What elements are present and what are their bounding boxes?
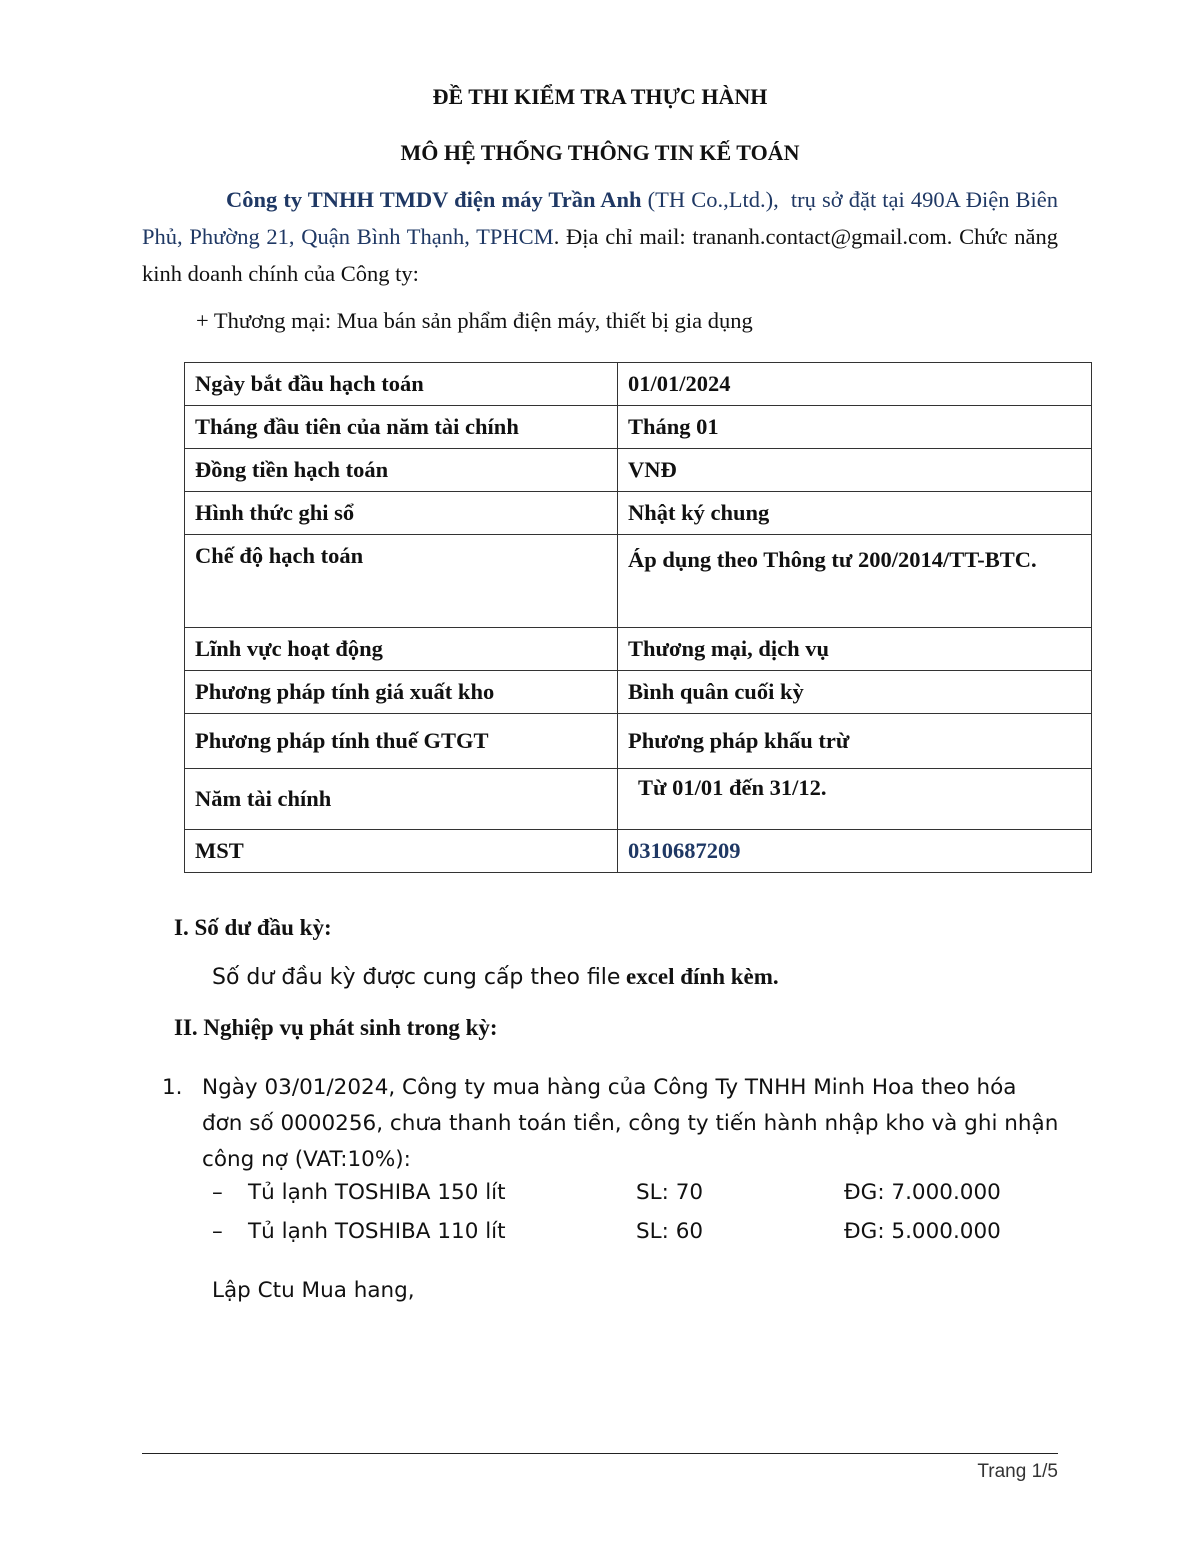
table-row <box>185 363 1092 406</box>
section-heading-opening-balance: I. Số dư đầu kỳ: <box>174 915 332 940</box>
table-value: Bình quân cuối kỳ <box>618 671 1092 714</box>
company-name: Công ty TNHH TMDV điện máy Trần Anh <box>226 187 642 212</box>
table-value: Phương pháp khấu trừ <box>618 714 1092 769</box>
table-value: Thương mại, dịch vụ <box>618 628 1092 671</box>
document-title: ĐỀ THI KIỂM TRA THỰC HÀNH <box>432 84 768 109</box>
table-key: MST <box>185 830 618 873</box>
table-row <box>185 671 1092 714</box>
company-email: trananh.contact@gmail.com. <box>692 224 953 249</box>
table-key: Đồng tiền hạch toán <box>185 449 618 492</box>
opening-balance-prefix: Số dư đầu kỳ được cung cấp theo file <box>212 965 621 990</box>
table-key: Năm tài chính <box>185 769 618 830</box>
table-value: Tháng 01 <box>618 406 1092 449</box>
table-row <box>185 769 1092 830</box>
item-name: Tủ lạnh TOSHIBA 110 lít <box>248 1219 506 1244</box>
table-value: Nhật ký chung <box>618 492 1092 535</box>
table-key: Phương pháp tính thuế GTGT <box>185 714 618 769</box>
opening-balance-suffix: excel đính kèm. <box>625 964 779 989</box>
item-price: ĐG: 7.000.000 <box>844 1180 1001 1205</box>
table-value: Từ 01/01 đến 31/12. <box>618 769 1092 830</box>
task-item <box>162 1070 1062 1178</box>
company-short-name: (TH Co.,Ltd.), <box>647 187 779 212</box>
page-number: Trang 1/5 <box>977 1461 1058 1482</box>
company-intro-paragraph: Công ty TNHH TMDV điện máy Trần Anh (TH Co.,Ltd.), trụ sở đặt tại 490A Điện Biên Phủ, Phường 21, Quận Bình Thạnh, TPHCM. Địa chỉ mail: trananh.contact@gmail.com. Chức năng kinh doanh chính của Công ty: <box>142 187 1059 286</box>
table-key: Chế độ hạch toán <box>185 535 618 628</box>
business-label: Chức năng kinh doanh chính của Công ty: <box>142 224 1059 286</box>
trade-label: + Thương mại: <box>196 308 332 333</box>
table-key: Hình thức ghi sổ <box>185 492 618 535</box>
table-row <box>185 830 1092 873</box>
accounting-info-table <box>184 362 1092 873</box>
section-heading-transactions: II. Nghiệp vụ phát sinh trong kỳ: <box>174 1015 498 1040</box>
table-row <box>185 628 1092 671</box>
trade-bullet <box>196 308 753 334</box>
dash-bullet: – <box>212 1180 223 1205</box>
table-row <box>185 535 1092 628</box>
opening-balance-text <box>212 964 779 990</box>
item-price: ĐG: 5.000.000 <box>844 1219 1001 1244</box>
table-value: Áp dụng theo Thông tư 200/2014/TT-BTC. <box>618 535 1092 628</box>
hq-label: trụ sở đặt tại <box>790 187 905 212</box>
table-key: Lĩnh vực hoạt động <box>185 628 618 671</box>
table-row <box>185 449 1092 492</box>
table-row <box>185 406 1092 449</box>
table-key: Ngày bắt đầu hạch toán <box>185 363 618 406</box>
item-name: Tủ lạnh TOSHIBA 150 lít <box>248 1180 506 1205</box>
table-row <box>185 492 1092 535</box>
email-label: Địa chỉ mail: <box>566 224 686 249</box>
table-row <box>185 714 1092 769</box>
task-number: 1. <box>162 1075 183 1100</box>
dash-bullet: – <box>212 1219 223 1244</box>
item-quantity: SL: 60 <box>636 1219 704 1244</box>
table-value: 0310687209 <box>618 830 1092 873</box>
table-key: Phương pháp tính giá xuất kho <box>185 671 618 714</box>
task-note: Lập Ctu Mua hang, <box>212 1278 415 1303</box>
footer-divider <box>142 1453 1058 1454</box>
trade-text: Mua bán sản phẩm điện máy, thiết bị gia dụng <box>336 308 753 333</box>
document-subtitle: MÔ HỆ THỐNG THÔNG TIN KẾ TOÁN <box>400 140 800 165</box>
table-key: Tháng đầu tiên của năm tài chính <box>185 406 618 449</box>
company-address: 490A Điện Biên Phủ, Phường 21, Quận Bình Thạnh, TPHCM <box>142 187 1059 249</box>
task-text: Ngày 03/01/2024, Công ty mua hàng của Công Ty TNHH Minh Hoa theo hóa đơn số 0000256, chưa thanh toán tiền, công ty tiến hành nhập kho và ghi nhận công nợ (VAT:10%): <box>202 1075 1059 1172</box>
item-quantity: SL: 70 <box>636 1180 704 1205</box>
table-value: VNĐ <box>618 449 1092 492</box>
table-value: 01/01/2024 <box>618 363 1092 406</box>
